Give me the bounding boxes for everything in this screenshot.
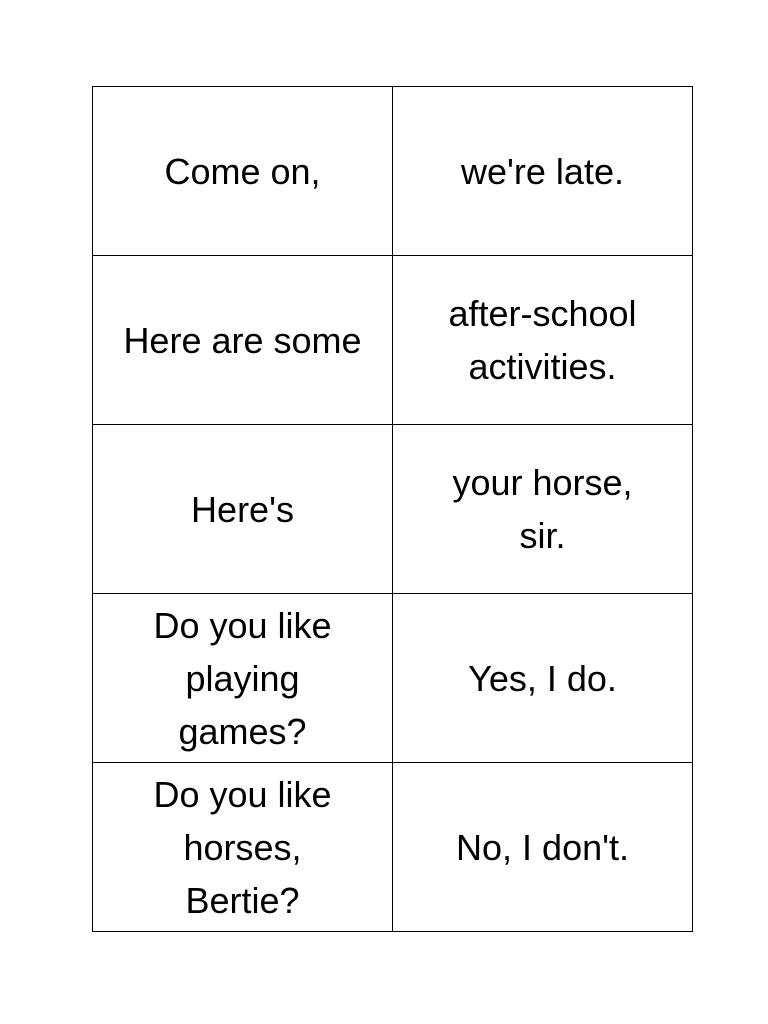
card-sentence-start bbox=[93, 763, 393, 932]
card-row bbox=[93, 594, 693, 763]
card-sentence-start bbox=[93, 87, 393, 256]
card-sentence-end bbox=[393, 256, 693, 425]
card-text: Do you like horses, Bertie? bbox=[153, 773, 332, 921]
card-text: your horse, sir. bbox=[452, 462, 633, 556]
card-text: Here's bbox=[191, 488, 294, 530]
card-sentence-end bbox=[393, 87, 693, 256]
card-row bbox=[93, 256, 693, 425]
card-text: Here are some bbox=[123, 319, 362, 361]
sentence-cards-table bbox=[92, 86, 693, 932]
card-text: Do you like playing games? bbox=[153, 604, 332, 752]
card-row bbox=[93, 87, 693, 256]
card-row bbox=[93, 763, 693, 932]
card-sentence-start bbox=[93, 594, 393, 763]
card-row bbox=[93, 425, 693, 594]
card-text: No, I don't. bbox=[456, 826, 629, 868]
card-text: we're late. bbox=[461, 150, 624, 192]
card-text: Yes, I do. bbox=[468, 657, 617, 699]
card-sentence-start bbox=[93, 425, 393, 594]
card-text: Come on, bbox=[164, 150, 321, 192]
card-sentence-end bbox=[393, 594, 693, 763]
card-sentence-start bbox=[93, 256, 393, 425]
card-sentence-end bbox=[393, 425, 693, 594]
card-sentence-end bbox=[393, 763, 693, 932]
card-text: after-school activities. bbox=[448, 293, 637, 387]
